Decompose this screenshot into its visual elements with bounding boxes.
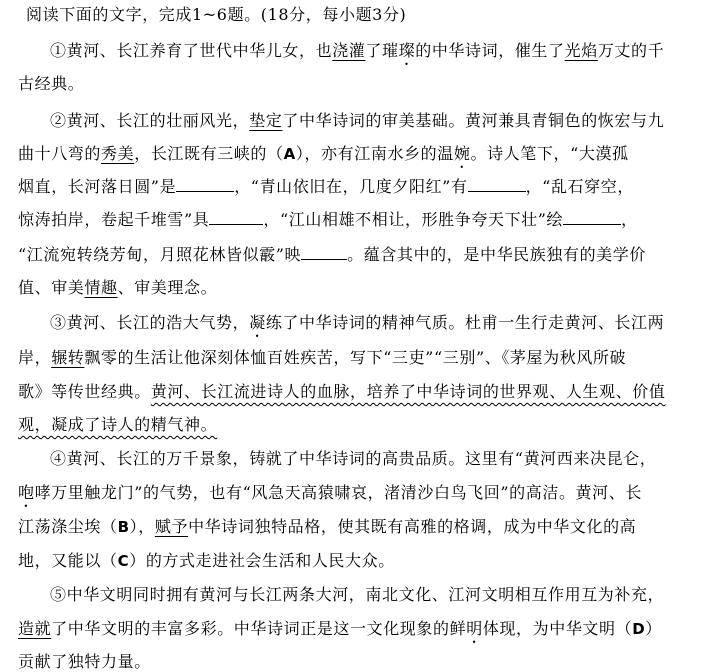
fill-blank-5[interactable] (301, 245, 347, 260)
paragraph-5-line-1: ⑤中华文明同时拥有黄河与长江两条大河，南北文化、江河文明相互作用互为补充， (50, 585, 665, 604)
fill-blank-2[interactable] (468, 177, 526, 192)
paragraph-3-line-4 (18, 412, 217, 435)
paragraph-4-line-3: 江荡涤尘埃（B），赋予中华诗词独特品格，使其既有高雅的格调，成为中华文化的高 (18, 517, 637, 536)
wavy-sentence-part-2: 观，凝成了诗人的精气神。 (18, 415, 218, 434)
underlined-word-zhanzhuan: 辗转 (51, 348, 85, 367)
paragraph-2-line-4: 惊涛拍岸，卷起千堆雪”具 ，“江山相雄不相让，形胜争夸天下壮”绘 ， (18, 210, 638, 229)
blank-label-a: A (283, 145, 296, 163)
dotted-char-can: 璨 (398, 41, 416, 60)
instruction: 阅读下面的文字，完成1~6题。(18分，每小题3分) (26, 5, 407, 24)
paragraph-3-line-1: ③黄河、长江的浩大气势，凝练了中华诗词的精神气质。杜甫一生行走黄河、长江两 (50, 313, 665, 332)
blank-label-c: C (117, 552, 130, 570)
paragraph-3-line-3: 歌》等传世经典。黄河、长江流进诗人的血脉，培养了中华诗词的世界观、人生观、价值 (18, 382, 666, 401)
fill-blank-3[interactable] (209, 210, 263, 225)
paragraph-2-line-1: ②黄河、长江的壮丽风光，垫定了中华诗词的审美基础。黄河兼具青铜色的恢宏与九 (50, 111, 665, 130)
paragraph-2-line-2: 曲十八弯的秀美，长江既有三峡的（A），亦有江南水乡的温婉。诗人笔下，“大漠孤 (18, 144, 629, 163)
underlined-word-jiaoguan: 浇灌 (332, 41, 366, 60)
underlined-word-xiumei: 秀美 (101, 144, 135, 163)
underlined-word-qingqu: 情趣 (84, 278, 118, 297)
paragraph-4-line-2: 咆哮万里触龙门”的气势，也有“风急天高猿啸哀，渚清沙白鸟飞回”的高洁。黄河、长 (18, 483, 642, 502)
paragraph-1-line-2: 古经典。 (18, 74, 85, 93)
paragraph-4-line-4: 地，又能以（C）的方式走进社会生活和人民大众。 (18, 551, 395, 570)
blank-label-b: B (117, 518, 130, 536)
paragraph-2-line-5: “江流宛转绕芳甸，月照花林皆似霰”映 。蕴含其中的，是中华民族独有的美学价 (18, 245, 646, 264)
paragraph-4-line-1: ④黄河、长江的万千景象，铸就了中华诗词的高贵品质。这里有“黄河西来决昆仑， (50, 449, 657, 468)
wavy-sentence-part-1: 黄河、长江流进诗人的血脉，培养了中华诗词的世界观、人生观、价值 (150, 382, 666, 401)
underlined-word-zaojiu: 造就 (18, 619, 52, 638)
underlined-word-fuyu: 赋予 (154, 517, 189, 536)
dotted-char-wan: 婉 (453, 144, 471, 163)
underlined-word-guangyan: 光焰 (564, 41, 598, 60)
paragraph-5-line-3: 贡献了独特力量。 (18, 652, 151, 671)
paragraph-3-line-2: 岸，辗转飘零的生活让他深刻体恤百姓疾苦，写下“三吏”“三别”、《茅屋为秋风所破 (18, 348, 627, 367)
paragraph-5-line-2: 造就了中华文明的丰富多彩。中华诗词正是这一文化现象的鲜明体现，为中华文明（D） (18, 619, 662, 638)
paragraph-2-line-6: 值、审美情趣、审美理念。 (18, 278, 218, 297)
paragraph-2-line-3: 烟直，长河落日圆”是 ，“青山依旧在，几度夕阳红”有 ，“乱石穿空， (18, 177, 634, 196)
fill-blank-1[interactable] (176, 177, 234, 192)
blank-label-d: D (632, 620, 646, 638)
fill-blank-4[interactable] (563, 210, 621, 225)
dotted-char-pao: 咆 (18, 483, 35, 502)
dotted-char-ming: 明 (466, 619, 483, 638)
dotted-char-ning: 凝 (249, 313, 266, 332)
underlined-word-dianding: 垫定 (249, 111, 283, 130)
paragraph-1-line-1: ①黄河、长江养育了世代中华儿女，也浇灌了璀璨的中华诗词，催生了光焰万丈的千 (50, 41, 665, 60)
